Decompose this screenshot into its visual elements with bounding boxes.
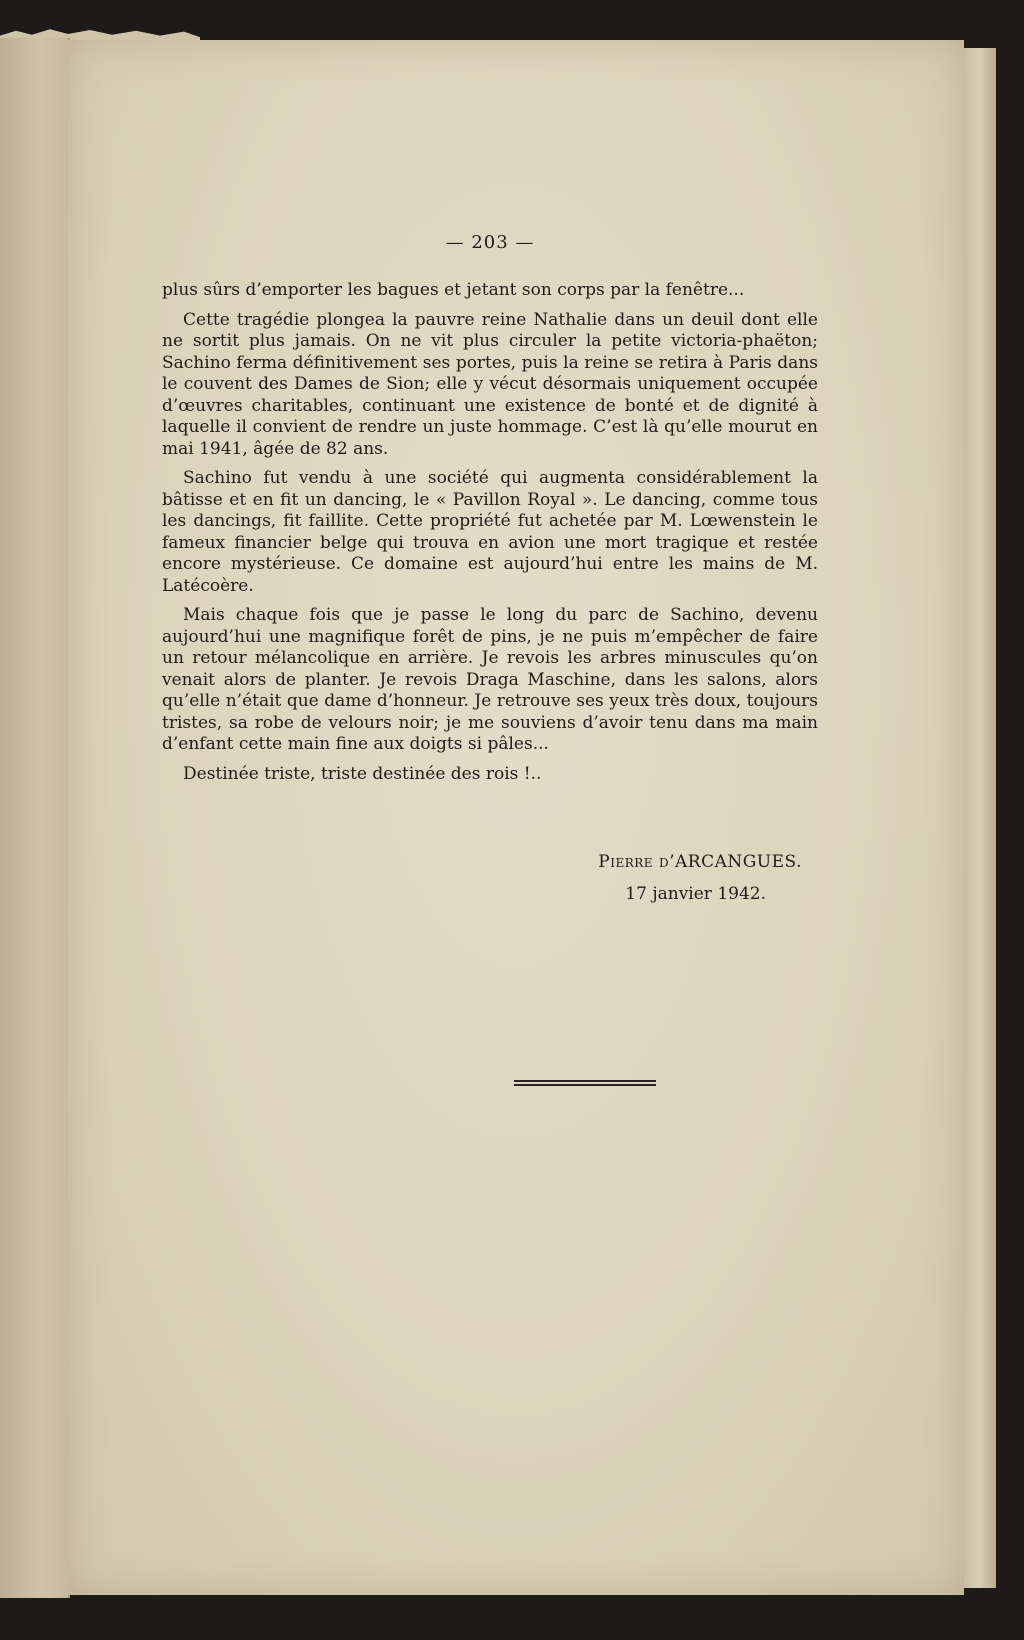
signature-block <box>162 846 802 910</box>
signature-date: 17 janvier 1942. <box>625 884 766 904</box>
paragraph-reine-nathalie: Cette tragédie plongea la pauvre reine Nathalie dans un deuil dont elle ne sortit plus jamais. On ne vit plus circuler la petite victoria-phaëton; Sachino ferma définitivement ses portes, puis la reine se retira à Paris dans le couvent des Dames de Sion; elle y vécut désormais uniquement occupée d’œuvres charitables, continuant une existence de bonté et de dignité à laquelle il convient de rendre un juste hommage. C’est là qu’elle mourut en mai 1941, âgée de 82 ans. <box>162 309 818 459</box>
page-number: — 203 — <box>445 232 535 253</box>
back-cover-edge <box>960 48 996 1588</box>
paragraph-continuation: plus sûrs d’emporter les bagues et jetant son corps par la fenêtre... <box>162 280 745 300</box>
author-signature: Pierre d’ARCANGUES. <box>598 852 802 872</box>
paragraph-sachino-vendu: Sachino fut vendu à une société qui augmenta considérablement la bâtisse et en fit un dancing, le « Pavillon Royal ». Le dancing, comme tous les dancings, fit faillite. Cette propriété fut achetée par M. Lœwenstein le fameux financier belge qui trouva en avion une mort tragique et restée encore mystérieuse. Ce domaine est aujourd’hui entre les mains de M. Latécoère. <box>162 468 818 596</box>
end-double-rule <box>514 1080 656 1086</box>
paragraph-closing: Destinée triste, triste destinée des rois !.. <box>183 763 542 784</box>
body-text <box>162 280 818 793</box>
paragraph-souvenirs: Mais chaque fois que je passe le long du parc de Sachino, devenu aujourd’hui une magnifique forêt de pins, je ne puis m’empêcher de faire un retour mélancolique en arrière. Je revois les arbres minuscules qu’on venait alors de planter. Je revois Draga Maschine, dans les salons, alors qu’elle n’était que dame d’honneur. Je retrouve ses yeux très doux, toujours tristes, sa robe de velours noir; je me souviens d’avoir tenu dans ma main d’enfant cette main fine aux doigts si pâles... <box>162 605 818 754</box>
left-page-margin <box>0 38 70 1598</box>
book-page <box>68 40 964 1595</box>
